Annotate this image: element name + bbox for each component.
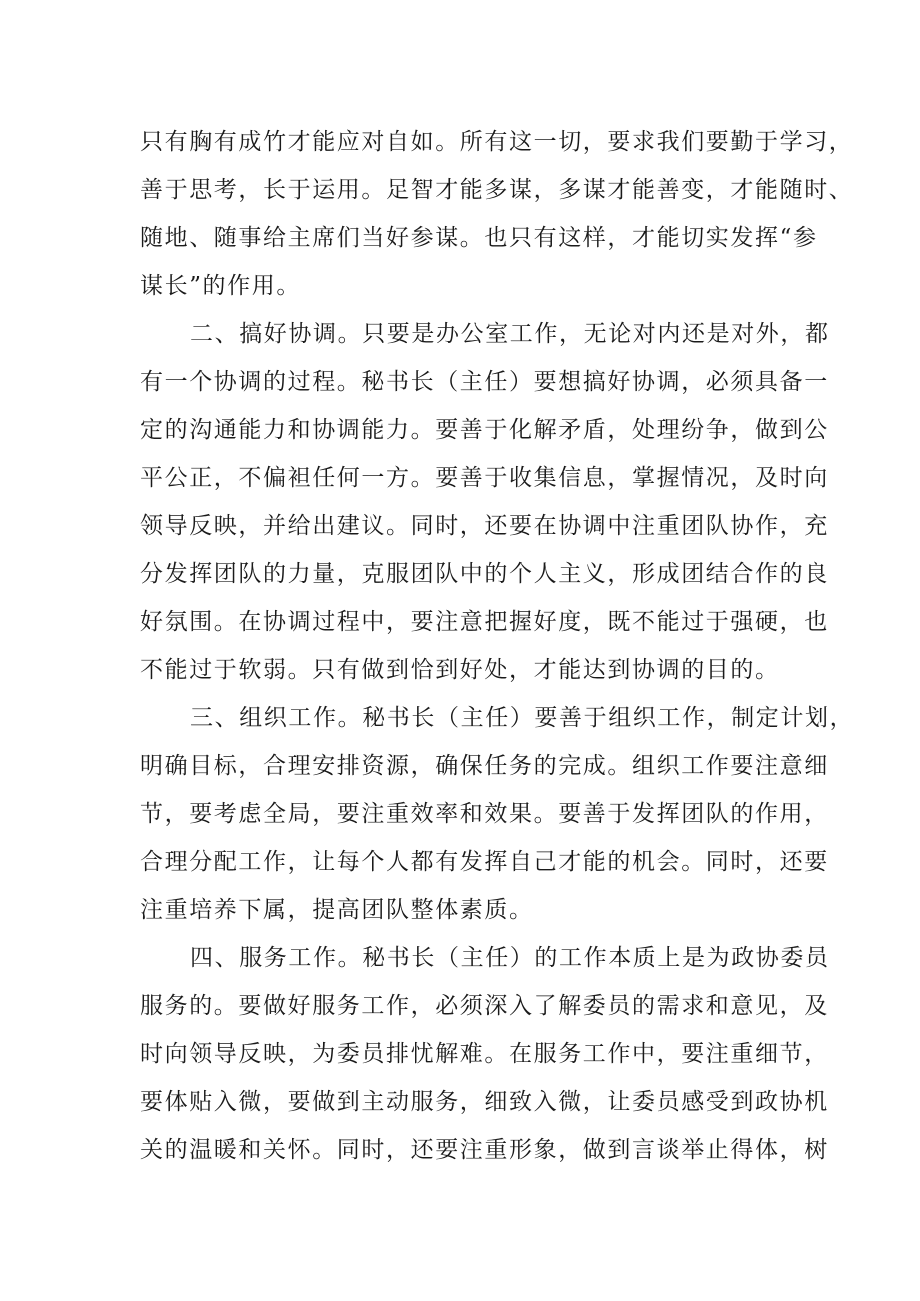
paragraph-4-service [140, 934, 830, 1174]
text-line: 领导反映，并给出建议。同时，还要在协调中注重团队协作，充 [140, 513, 829, 539]
text-line: 善于思考，长于运用。足智才能多谋，多谋才能善变，才能随时、 [140, 177, 854, 203]
text-line: 二、搞好协调。只要是办公室工作，无论对内还是对外，都 [190, 321, 830, 347]
text-line: 关的温暖和关怀。同时，还要注重形象，做到言谈举止得体，树 [140, 1137, 829, 1163]
text-line: 平公正，不偏袒任何一方。要善于收集信息，掌握情况，及时向 [140, 465, 829, 491]
text-line: 四、服务工作。秘书长（主任）的工作本质上是为政协委员 [190, 945, 830, 971]
text-line: 不能过于软弱。只有做到恰到好处，才能达到协调的目的。 [140, 657, 780, 683]
text-line: 节，要考虑全局，要注重效率和效果。要善于发挥团队的作用， [140, 801, 829, 827]
text-line: 要体贴入微，要做到主动服务，细致入微，让委员感受到政协机 [140, 1089, 829, 1115]
text-line: 随地、随事给主席们当好参谋。也只有这样，才能切实发挥“参 [140, 225, 818, 251]
text-line: 时向领导反映，为委员排忧解难。在服务工作中，要注重细节， [140, 1041, 829, 1067]
paragraph-3-organization [140, 694, 855, 934]
text-line: 合理分配工作，让每个人都有发挥自己才能的机会。同时，还要 [140, 849, 829, 875]
document-body [140, 118, 855, 1174]
text-line: 好氛围。在协调过程中，要注意把握好度，既不能过于强硬，也 [140, 609, 829, 635]
text-line: 注重培养下属，提高团队整体素质。 [140, 897, 534, 923]
text-line: 三、组织工作。秘书长（主任）要善于组织工作，制定计划， [190, 705, 855, 731]
text-line: 有一个协调的过程。秘书长（主任）要想搞好协调，必须具备一 [140, 369, 829, 395]
text-line: 服务的。要做好服务工作，必须深入了解委员的需求和意见，及 [140, 993, 829, 1019]
paragraph-2-coordination [140, 310, 830, 694]
paragraph-1 [140, 118, 854, 310]
text-line: 分发挥团队的力量，克服团队中的个人主义，形成团结合作的良 [140, 561, 829, 587]
text-line: 谋长”的作用。 [140, 273, 301, 299]
text-line: 明确目标，合理安排资源，确保任务的完成。组织工作要注意细 [140, 753, 829, 779]
text-line: 只有胸有成竹才能应对自如。所有这一切，要求我们要勤于学习， [140, 129, 854, 155]
text-line: 定的沟通能力和协调能力。要善于化解矛盾，处理纷争，做到公 [140, 417, 829, 443]
